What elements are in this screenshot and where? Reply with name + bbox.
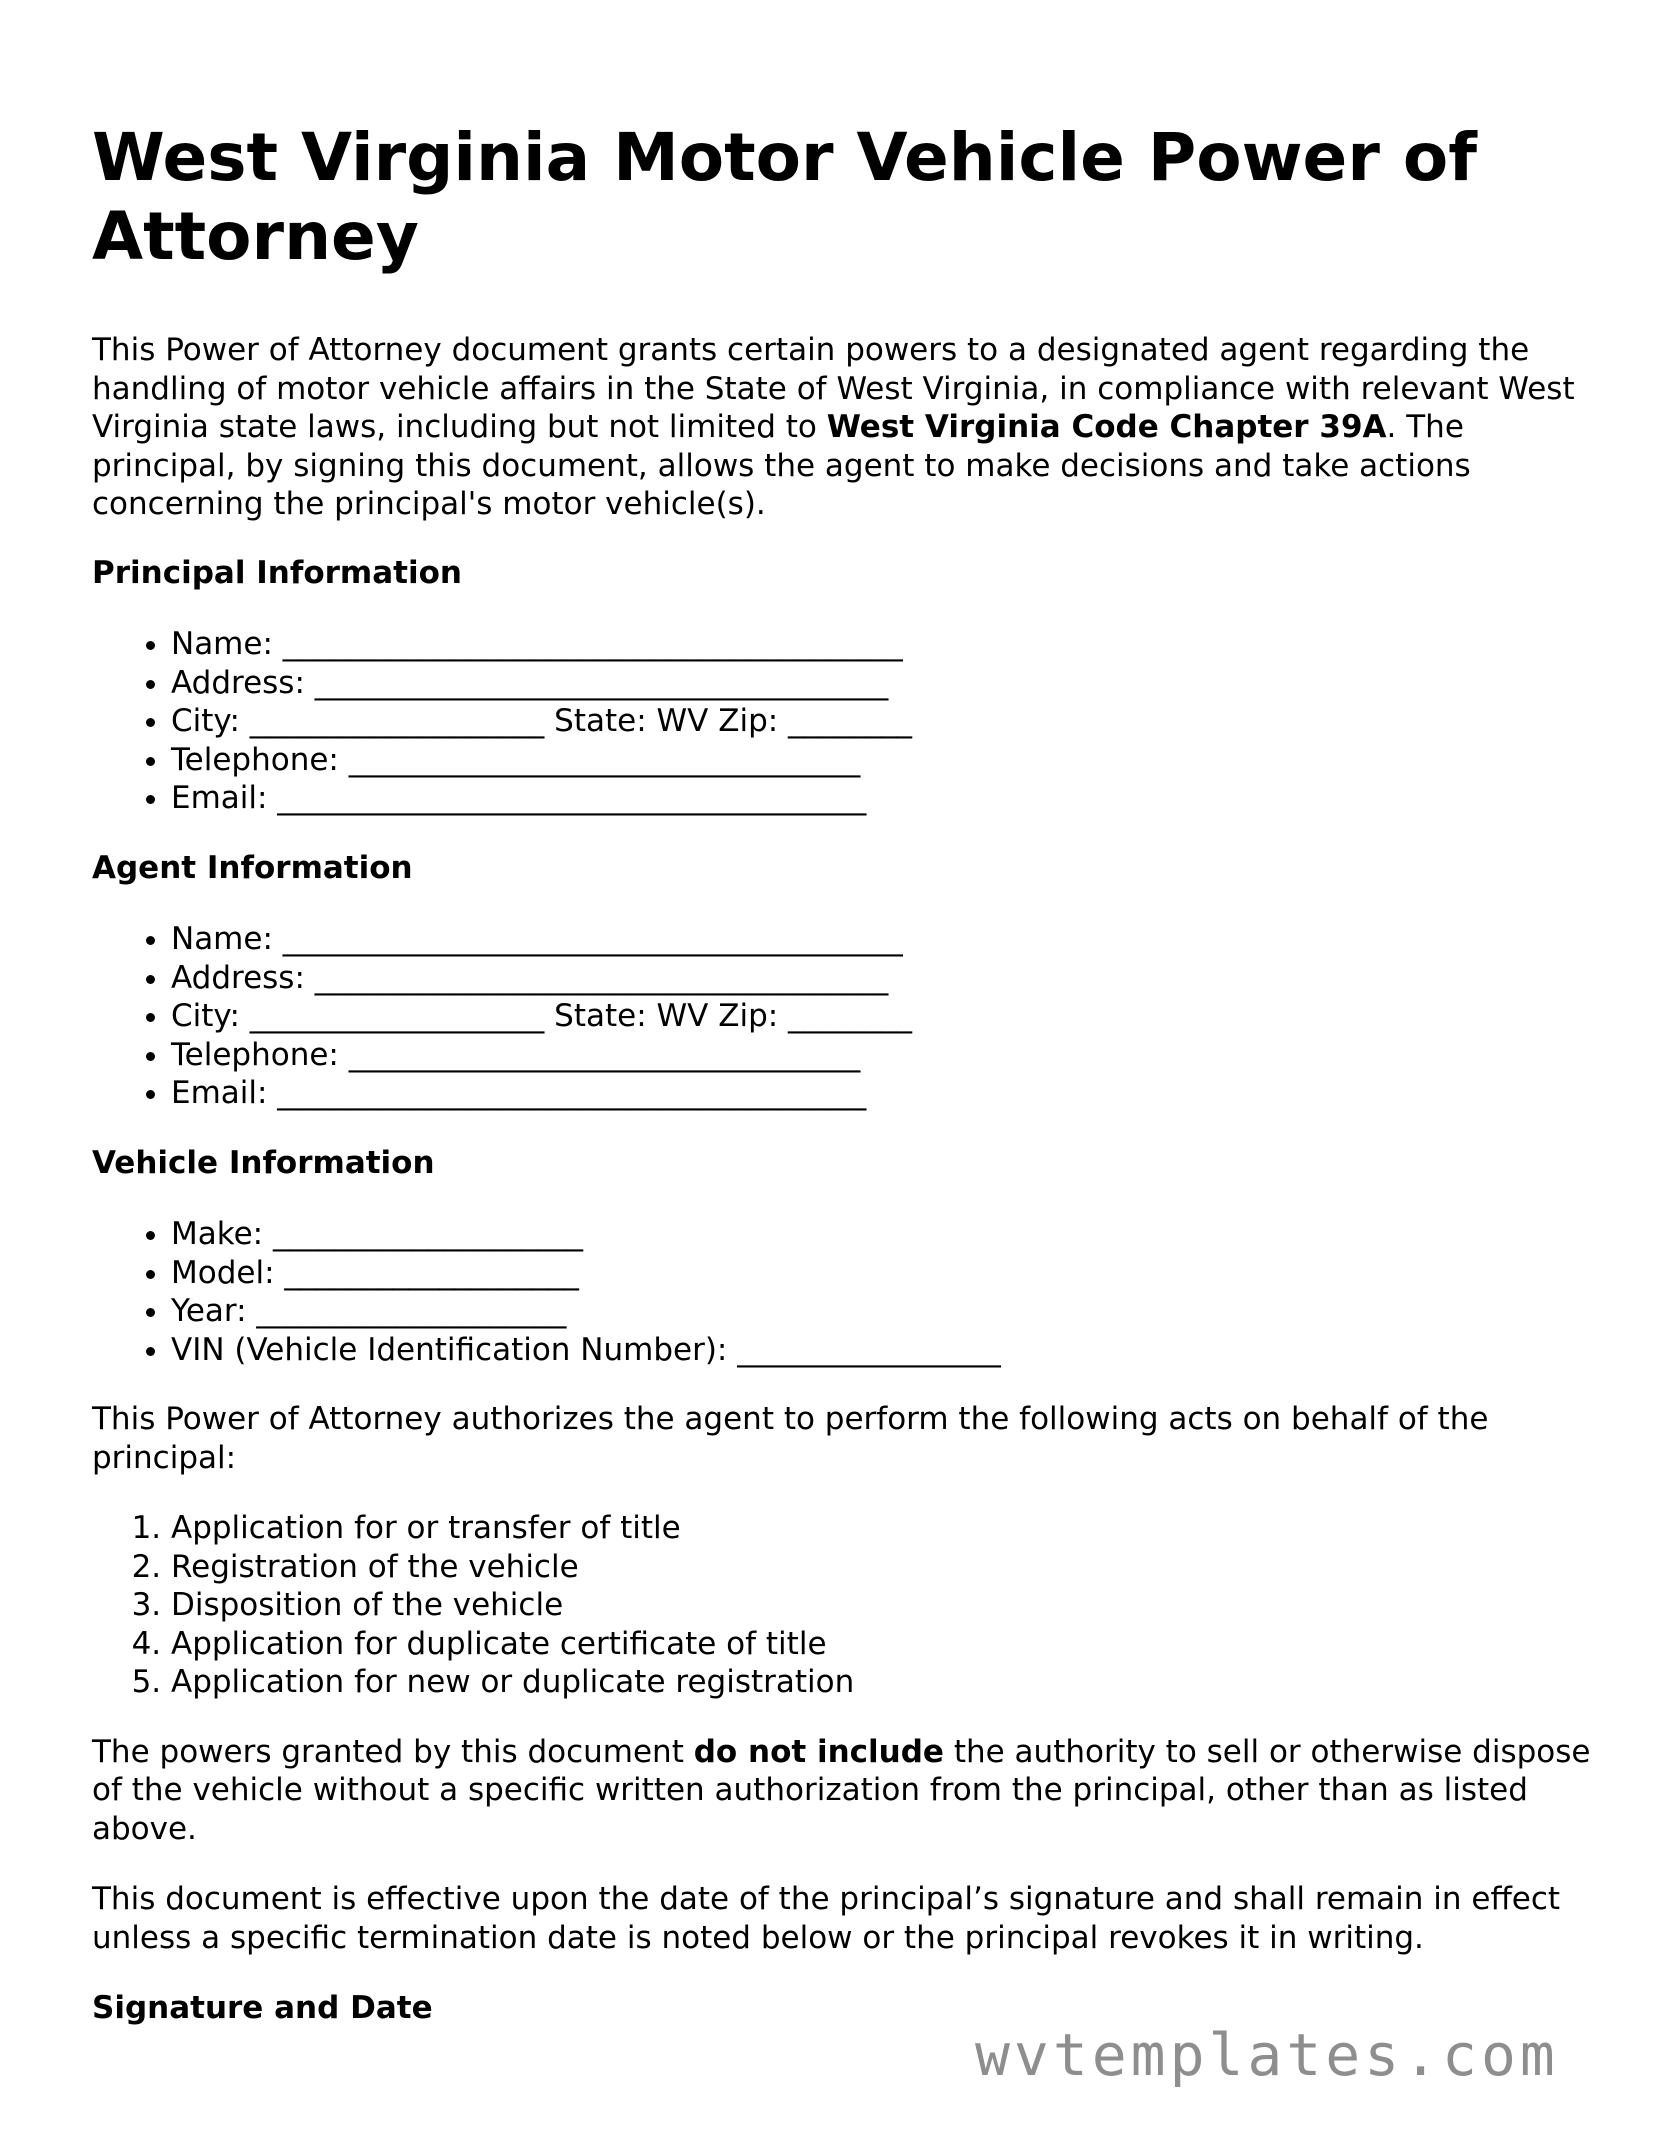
agent-email-field: • Email: ______________________________________ (171, 1074, 1592, 1113)
intro-code-reference: West Virginia Code Chapter 39A (826, 409, 1387, 445)
intro-text-before: This Power of Attorney document grants certain powers to a designated agent regarding the handling of motor vehicle affairs in the State of West Virginia, in compliance with relevant West Virginia state laws, including but not limited to (92, 332, 1575, 445)
act-item: 2. Registration of the vehicle (171, 1548, 1592, 1587)
principal-telephone-field: • Telephone: _________________________________ (171, 741, 1592, 780)
agent-name-field: • Name: ________________________________________ (171, 920, 1592, 959)
vehicle-heading: Vehicle Information (92, 1144, 435, 1181)
vehicle-vin-field: • VIN (Vehicle Identification Number): _________________ (171, 1331, 1592, 1370)
watermark-text: wvtemplates.com (975, 2021, 1559, 2089)
principal-name-field: • Name: ________________________________________ (171, 625, 1592, 664)
effective-paragraph: This document is effective upon the date of the principal’s signature and shall remain in effect unless a specific termination date is noted below or the principal revokes it in writing. (92, 1881, 1561, 1956)
vehicle-make-field: • Make: ____________________ (171, 1215, 1592, 1254)
principal-address-field: • Address: _____________________________________ (171, 664, 1592, 703)
act-item: 3. Disposition of the vehicle (171, 1586, 1592, 1625)
intro-paragraph (92, 331, 1592, 524)
principal-city-state-zip-field: • City: ___________________ State: WV Zip: ________ (171, 702, 1592, 741)
limits-emphasis: do not include (693, 1733, 944, 1770)
limits-text-after: the authority to sell or otherwise dispose of the vehicle without a specific written authorization from the principal, other than as listed above. (92, 1733, 1591, 1847)
agent-address-field: • Address: _____________________________________ (171, 959, 1592, 998)
principal-fields-list (92, 625, 1592, 818)
vehicle-year-field: • Year: ____________________ (171, 1292, 1592, 1331)
act-item: 1. Application for or transfer of title (171, 1509, 1592, 1548)
authorization-paragraph: This Power of Attorney authorizes the agent to perform the following acts on behalf of the principal: (92, 1401, 1489, 1476)
vehicle-model-field: • Model: ___________________ (171, 1254, 1592, 1293)
signature-heading: Signature and Date (92, 1990, 433, 2026)
document-page (92, 118, 1592, 2028)
agent-city-state-zip-field: • City: ___________________ State: WV Zip: ________ (171, 997, 1592, 1036)
vehicle-fields-list (92, 1215, 1592, 1369)
act-item: 4. Application for duplicate certificate of title (171, 1625, 1592, 1664)
intro-text-after: . The principal, by signing this document, allows the agent to make decisions and take actions concerning the principal's motor vehicle(s). (92, 409, 1471, 522)
agent-fields-list (92, 920, 1592, 1113)
limitations-paragraph (92, 1733, 1592, 1849)
authorized-acts-list (92, 1509, 1592, 1702)
principal-email-field: • Email: ______________________________________ (171, 779, 1592, 818)
principal-heading: Principal Information (92, 554, 462, 591)
document-title: West Virginia Motor Vehicle Power of Attorney (92, 119, 1477, 275)
act-item: 5. Application for new or duplicate registration (171, 1663, 1592, 1702)
agent-heading: Agent Information (92, 849, 413, 886)
agent-telephone-field: • Telephone: _________________________________ (171, 1036, 1592, 1075)
limits-text-before: The powers granted by this document (92, 1733, 694, 1770)
